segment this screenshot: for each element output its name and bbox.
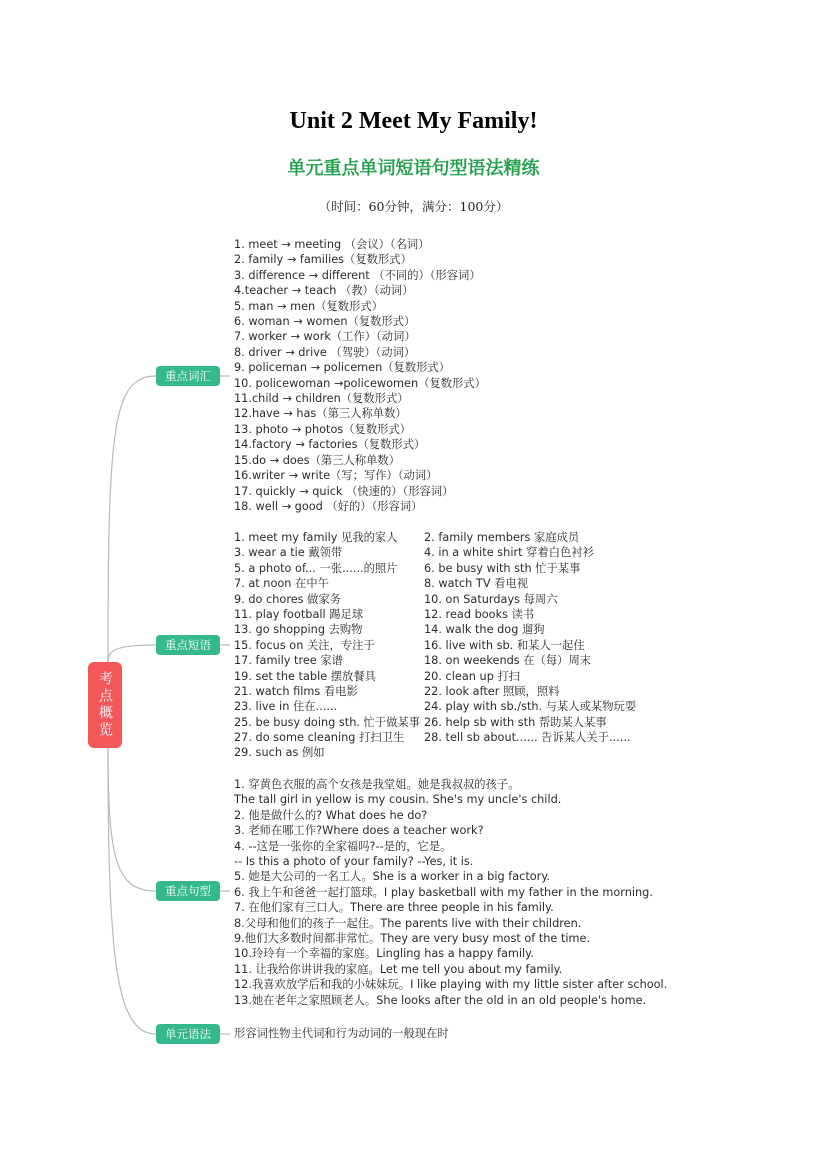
sentence-item: 2. 他是做什么的? What does he do? [234, 808, 428, 822]
phrase-item: 20. clean up 打扫 [424, 669, 521, 683]
sentence-item: 6. 我上午和爸爸一起打篮球。I play basketball with my father in the morning. [234, 885, 653, 899]
sentence-list [234, 777, 667, 1008]
sentence-item: 13.她在老年之家照顾老人。She looks after the old in an old people's home. [234, 993, 647, 1007]
vocab-item: 7. worker → work（工作）（动词） [234, 330, 416, 344]
sentence-item: 7. 在他们家有三口人。There are three people in his family. [234, 901, 554, 915]
page-title: Unit 2 Meet My Family! [289, 108, 538, 134]
sentence-item: 3. 老师在哪工作?Where does a teacher work? [234, 824, 484, 838]
phrase-item: 3. wear a tie 戴领带 [234, 546, 343, 560]
vocab-list [234, 237, 486, 514]
vocab-item: 1. meet → meeting （会议）（名词） [234, 238, 430, 251]
phrase-item: 1. meet my family 见我的家人 [234, 531, 398, 544]
vocab-item: 8. driver → drive （驾驶）（动词） [234, 345, 416, 359]
vocab-item: 5. man → men（复数形式） [234, 299, 384, 313]
phrase-item: 9. do chores 做家务 [234, 592, 342, 606]
phrase-item: 6. be busy with sth 忙于某事 [424, 561, 581, 575]
phrase-item: 27. do some cleaning 打扫卫生 [234, 731, 405, 745]
vocab-item: 15.do → does（第三人称单数） [234, 453, 400, 467]
sentence-item: 11. 让我给你讲讲我的家庭。Let me tell you about my family. [234, 962, 563, 976]
page-subtitle: 单元重点单词短语句型语法精练 [287, 158, 540, 179]
vocab-item: 14.factory → factories（复数形式） [234, 438, 426, 452]
vocab-item: 11.child → children（复数形式） [234, 392, 409, 406]
vocab-item: 2. family → families（复数形式） [234, 253, 412, 267]
phrase-item: 26. help sb with sth 帮助某人某事 [424, 715, 607, 729]
sentence-item: The tall girl in yellow is my cousin. She's my uncle's child. [234, 793, 562, 807]
grammar-text: 形容词性物主代词和行为动词的一般现在时 [234, 1027, 449, 1040]
phrase-item: 5. a photo of... 一张......的照片 [234, 561, 398, 575]
phrase-item: 28. tell sb about...... 告诉某人关于...... [424, 731, 631, 745]
phrase-item: 10. on Saturdays 每周六 [424, 592, 558, 606]
sentence-item: 10.玲玲有一个幸福的家庭。Lingling has a happy family. [234, 947, 534, 961]
phrase-item: 13. go shopping 去购物 [234, 623, 363, 637]
phrase-item: 24. play with sb./sth. 与某人或某物玩耍 [424, 700, 637, 714]
phrase-item: 15. focus on 关注，专注于 [234, 638, 375, 652]
sentence-item: 4. --这是一张你的全家福吗?--是的，它是。 [234, 839, 452, 853]
sentence-item: 9.他们大多数时间都非常忙。They are very busy most of the time. [234, 932, 591, 946]
grammar-tag: 单元语法 [156, 1024, 220, 1044]
vocab-item: 17. quickly → quick （快速的）（形容词） [234, 484, 454, 498]
phrase-item: 18. on weekends 在（每）周末 [424, 654, 592, 668]
sentence-item: 5. 她是大公司的一名工人。She is a worker in a big factory. [234, 870, 550, 884]
sentence-item: 8.父母和他们的孩子一起住。The parents live with their children. [234, 916, 582, 930]
vocab-item: 16.writer → write（写；写作）（动词） [234, 469, 438, 483]
phrase-item: 29. such as 例如 [234, 746, 325, 760]
phrase-item: 12. read books 读书 [424, 607, 535, 621]
phrase-item: 21. watch films 看电影 [234, 684, 358, 698]
vocab-item: 18. well → good （好的）（形容词） [234, 499, 423, 513]
phrase-item: 11. play football 踢足球 [234, 607, 364, 621]
vocab-item: 13. photo → photos（复数形式） [234, 422, 412, 436]
phrase-item: 2. family members 家庭成员 [424, 531, 580, 544]
sentence-item: 12.我喜欢放学后和我的小妹妹玩。I like playing with my little sister after school. [234, 978, 668, 992]
sentence-item: -- Is this a photo of your family? --Yes, it is. [234, 855, 474, 869]
phrase-item: 23. live in 住在...... [234, 700, 338, 714]
vocab-item: 12.have → has（第三人称单数） [234, 407, 407, 421]
phrase-item: 22. look after 照顾，照料 [424, 684, 560, 698]
phrase-item: 8. watch TV 看电视 [424, 577, 529, 591]
vocab-item: 4.teacher → teach （教）（动词） [234, 284, 414, 298]
time-score-note: （时间：60分钟，满分：100分） [318, 199, 509, 214]
vocab-item: 9. policeman → policemen（复数形式） [234, 361, 451, 375]
phrase-item: 16. live with sb. 和某人一起住 [424, 638, 585, 652]
phrase-item: 19. set the table 摆放餐具 [234, 669, 376, 683]
sentence-item: 1. 穿黄色衣服的高个女孩是我堂姐。她是我叔叔的孩子。 [234, 778, 520, 791]
phrase-item: 14. walk the dog 遛狗 [424, 623, 545, 637]
phrase-item: 17. family tree 家谱 [234, 654, 343, 668]
vocab-item: 6. woman → women（复数形式） [234, 315, 416, 329]
vocab-item: 10. policewoman →policewomen（复数形式） [234, 376, 486, 390]
phrases-tag: 重点短语 [156, 635, 220, 655]
sentences-tag: 重点句型 [156, 881, 220, 901]
phrase-item: 25. be busy doing sth. 忙于做某事 [234, 715, 421, 729]
root-node: 考点概览 [88, 662, 122, 748]
vocab-tag: 重点词汇 [156, 366, 220, 386]
phrase-item: 7. at noon 在中午 [234, 577, 329, 591]
vocab-item: 3. difference → different （不同的）（形容词） [234, 268, 481, 282]
phrase-item: 4. in a white shirt 穿着白色衬衫 [424, 546, 594, 560]
